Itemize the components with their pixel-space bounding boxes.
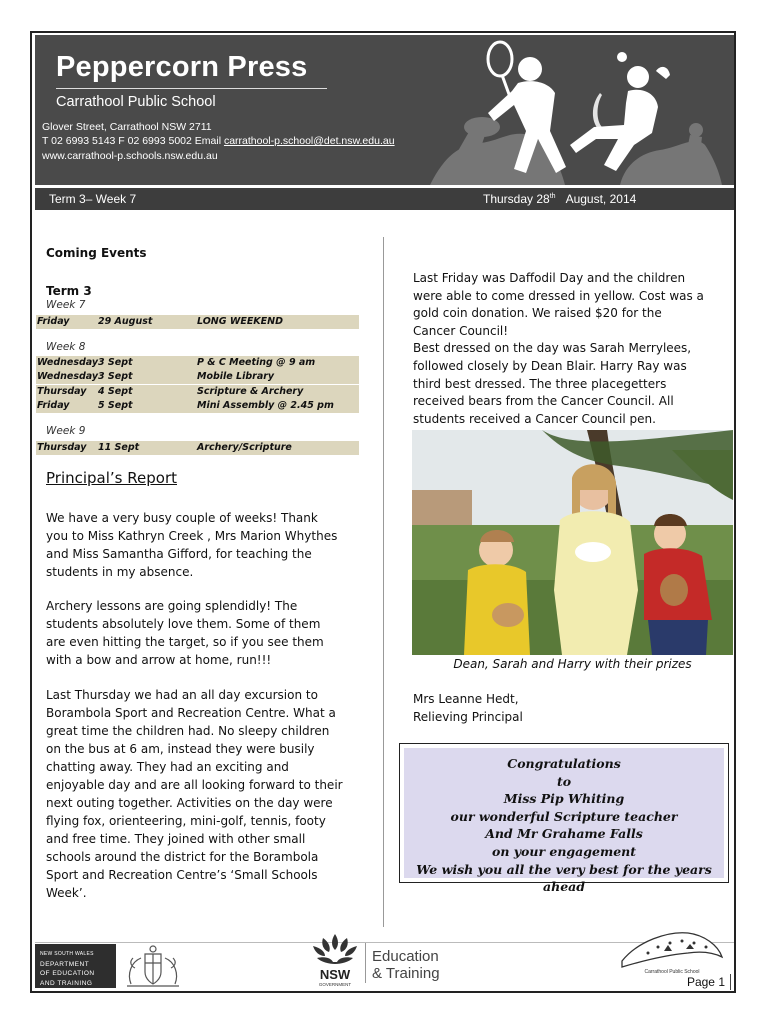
coat-of-arms-icon bbox=[121, 944, 185, 990]
title-underline bbox=[56, 88, 327, 89]
school-address: Glover Street, Carrathool NSW 2711 bbox=[42, 121, 212, 133]
school-boomerang-logo bbox=[618, 927, 726, 977]
term-bar bbox=[35, 188, 734, 210]
newsletter-title: Peppercorn Press bbox=[56, 51, 308, 83]
term-week: Term 3– Week 7 bbox=[49, 192, 137, 206]
week-label: Week 9 bbox=[46, 425, 86, 437]
event-row: Wednesday 3 Sept Mobile Library bbox=[36, 370, 359, 384]
week-label: Week 8 bbox=[46, 341, 86, 353]
phone-fax: T 02 6993 5143 F 02 6993 5002 Email bbox=[42, 135, 222, 147]
header-silhouettes-graphic bbox=[390, 35, 734, 185]
svg-text:GOVERNMENT: GOVERNMENT bbox=[318, 982, 352, 987]
email-link[interactable]: carrathool-p.school@det.nsw.edu.au bbox=[223, 135, 395, 147]
photo-caption: Dean, Sarah and Harry with their prizes bbox=[453, 657, 692, 671]
signoff-name: Mrs Leanne Hedt, bbox=[413, 692, 519, 706]
event-row: Wednesday 3 Sept P & C Meeting @ 9 am bbox=[36, 356, 359, 370]
nsw-waratah-logo bbox=[303, 930, 367, 988]
congratulations-box bbox=[399, 743, 729, 895]
page-number: Page 1 bbox=[660, 974, 731, 990]
svg-text:Carrathool Public School: Carrathool Public School bbox=[644, 969, 700, 975]
principal-report-heading: Principal’s Report bbox=[46, 469, 177, 487]
signoff-role: Relieving Principal bbox=[413, 710, 523, 724]
column-divider bbox=[383, 237, 384, 927]
term-heading: Term 3 bbox=[46, 284, 92, 298]
daffodil-day-paragraph: Last Friday was Daffodil Day and the children were able to come dressed in yellow. Cost was a gold coin donation. We raised $20 for the Cancer Council! Best dressed on the day was Sarah Merrylees, followed closely by Dean Blair. Harry Ray was third best dressed. The three placegetters received bears from the Cancer Council. All students received a Cancer Council pen. bbox=[413, 271, 704, 426]
prize-winners-photo bbox=[412, 430, 733, 655]
education-training-logo: Education & Training bbox=[372, 948, 440, 982]
website-link[interactable]: www.carrathool-p.schools.nsw.edu.au bbox=[42, 150, 218, 162]
newsletter-header bbox=[35, 35, 734, 185]
principal-paragraph-excursion: Last Thursday we had an all day excursion to Borambola Sport and Recreation Centre. What a great time the children had. No sleepy children on the bus at 6 am, instead they were busily chatting away. They had an exciting and enjoyable day and are all looking forward to their next outing together. Activities on the day were flying fox, orienteering, mini-golf, tennis, footy and free time. They joined with other small schools around the district for the Borambola Sport and Recreation Centre’s ‘Small Schools Week’. bbox=[46, 688, 343, 900]
event-row: Friday 5 Sept Mini Assembly @ 2.45 pm bbox=[36, 399, 359, 413]
logo-divider bbox=[365, 943, 366, 983]
week-label: Week 7 bbox=[46, 299, 86, 311]
dept-education-logo: NEW SOUTH WALES DEPARTMENT OF EDUCATION AND TRAINING bbox=[35, 944, 116, 988]
event-row: Thursday 4 Sept Scripture & Archery bbox=[36, 385, 359, 399]
event-row: Friday 29 August LONG WEEKEND bbox=[36, 315, 359, 329]
principal-paragraph-archery: Archery lessons are going splendidly! The students absolutely love them. Some of them are even hitting the target, so if you see them with a bow and arrow at home, run!!! bbox=[46, 599, 324, 667]
principal-paragraph-thanks: We have a very busy couple of weeks! Thank you to Miss Kathryn Creek , Mrs Marion Whythes and Miss Samantha Gifford, for teaching the students in my absence. bbox=[46, 511, 338, 579]
issue-date: Thursday 28th August, 2014 bbox=[483, 192, 637, 206]
school-contact bbox=[42, 135, 395, 147]
event-row: Thursday 11 Sept Archery/Scripture bbox=[36, 441, 359, 455]
svg-text:NSW: NSW bbox=[319, 967, 351, 982]
congratulations-text: Congratulations to Miss Pip Whiting our wonderful Scripture teacher And Mr Grahame Falls on your engagement We wish you all the very best for the years ahead bbox=[404, 748, 724, 878]
school-name: Carrathool Public School bbox=[56, 94, 216, 110]
coming-events-heading: Coming Events bbox=[46, 246, 147, 260]
